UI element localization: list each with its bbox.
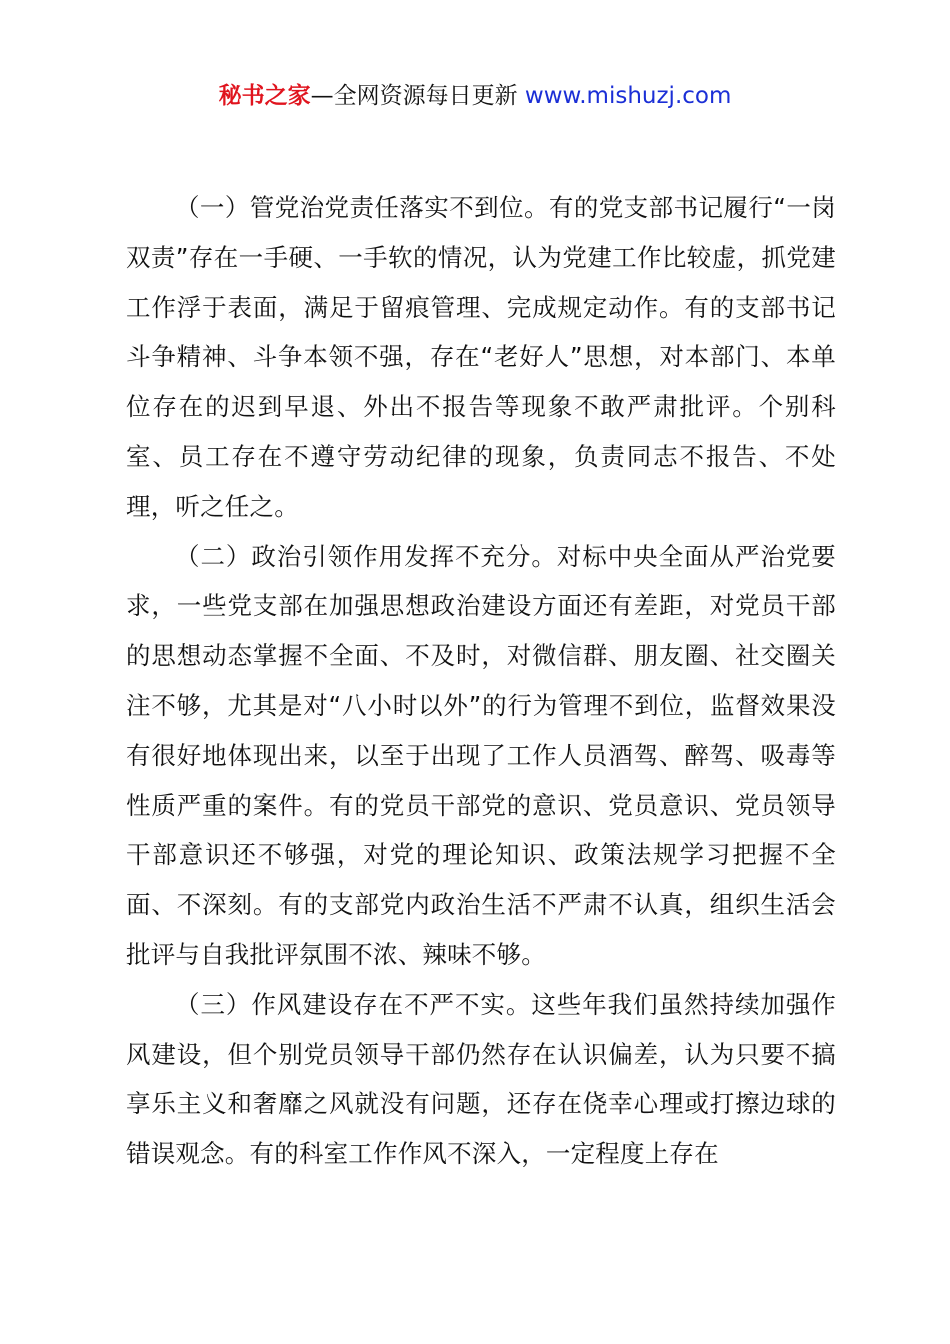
paragraph-1: （一）管党治党责任落实不到位。有的党支部书记履行“一岗双责”存在一手硬、一手软的情况，认为党建工作比较虚，抓党建工作浮于表面，满足于留痕管理、完成规定动作。有的支部书记斗争精神、斗争本领不强，存在“老好人”思想，对本部门、本单位存在的迟到早退、外出不报告等现象不敢严肃批评。个别科室、员工存在不遵守劳动纪律的现象，负责同志不报告、不处理，听之任之。 bbox=[126, 193, 836, 521]
document-body bbox=[126, 183, 836, 1179]
site-tagline: —全网资源每日更新 bbox=[310, 83, 518, 109]
site-header bbox=[0, 80, 950, 112]
paragraph-3: （三）作风建设存在不严不实。这些年我们虽然持续加强作风建设，但个别党员领导干部仍然存在认识偏差，认为只要不搞享乐主义和奢靡之风就没有问题，还存在侥幸心理或打擦边球的错误观念。有的科室工作作风不深入，一定程度上存在 bbox=[126, 989, 836, 1169]
paragraph-2: （二）政治引领作用发挥不充分。对标中央全面从严治党要求，一些党支部在加强思想政治建设方面还有差距，对党员干部的思想动态掌握不全面、不及时，对微信群、朋友圈、社交圈关注不够，尤其是对“八小时以外”的行为管理不到位，监督效果没有很好地体现出来，以至于出现了工作人员酒驾、醉驾、吸毒等性质严重的案件。有的党员干部党的意识、党员意识、党员领导干部意识还不够强，对党的理论知识、政策法规学习把握不全面、不深刻。有的支部党内政治生活不严肃不认真，组织生活会批评与自我批评氛围不浓、辣味不够。 bbox=[126, 541, 836, 969]
site-brand: 秘书之家 bbox=[218, 83, 311, 109]
site-url-link[interactable]: www.mishuzj.com bbox=[524, 83, 732, 109]
